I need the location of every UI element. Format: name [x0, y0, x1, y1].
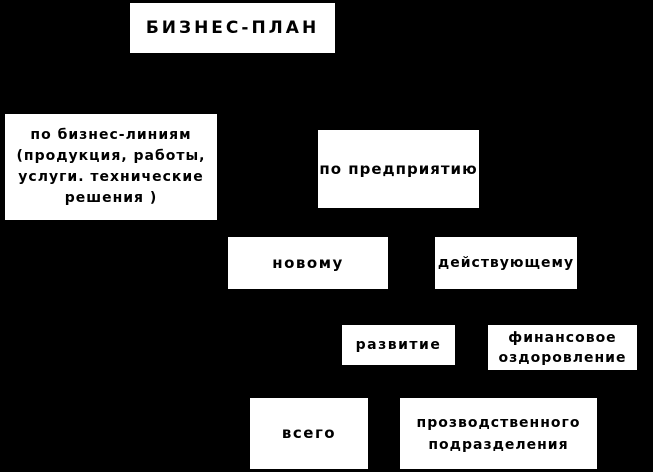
- business-lines-label-line2: (продукция, работы,: [16, 148, 206, 164]
- financial-recovery-box: [488, 325, 637, 370]
- financial-recovery-label-line1: финансовое: [508, 329, 617, 346]
- production-unit-label-line1: прозводственного: [416, 414, 581, 431]
- new-enterprise-box: [228, 237, 388, 289]
- business-plan-box: [130, 3, 335, 53]
- development-box: [342, 325, 455, 365]
- total-label: всего: [281, 424, 337, 442]
- enterprise-box: [318, 130, 479, 208]
- business-lines-label-line4: решения ): [64, 190, 158, 206]
- business-lines-box: [5, 114, 217, 220]
- production-unit-box: [400, 398, 597, 469]
- enterprise-label: по предприятию: [319, 159, 478, 178]
- development-label: развитие: [355, 336, 442, 353]
- total-box: [250, 398, 368, 469]
- business-plan-label: БИЗНЕС-ПЛАН: [145, 17, 320, 38]
- financial-recovery-label-line2: оздоровление: [498, 349, 627, 366]
- operating-enterprise-label: действующему: [437, 254, 575, 271]
- new-enterprise-label: новому: [272, 253, 344, 272]
- operating-enterprise-box: [435, 237, 577, 289]
- business-lines-label-line3: услуги. технические: [18, 169, 204, 185]
- production-unit-label-line2: подразделения: [428, 436, 569, 453]
- business-lines-label-line1: по бизнес-линиям: [30, 127, 192, 143]
